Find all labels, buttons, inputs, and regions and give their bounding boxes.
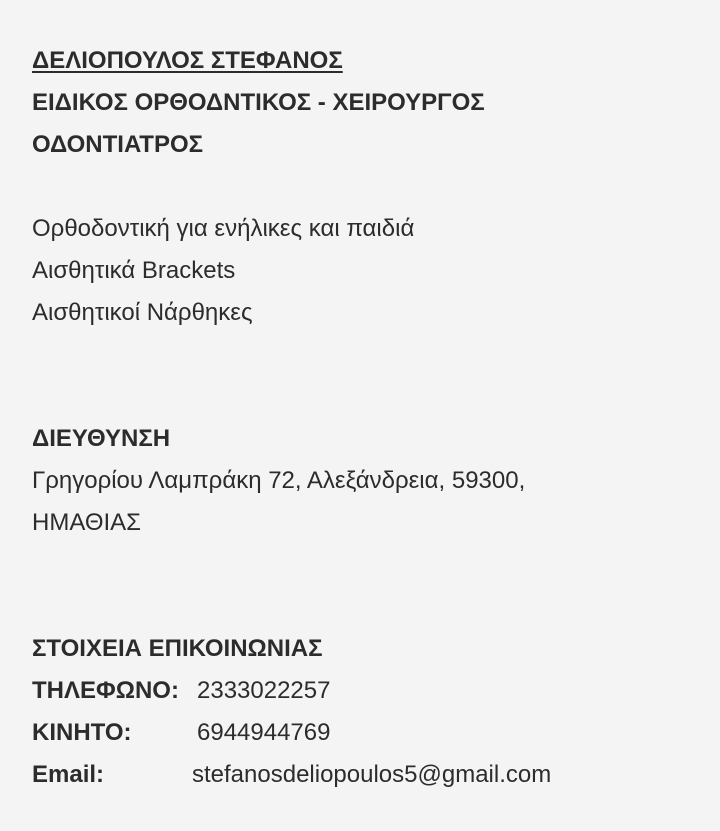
- doctor-name: ΔΕΛΙΟΠΟΥΛΟΣ ΣΤΕΦΑΝΟΣ: [32, 47, 343, 74]
- email-address[interactable]: stefanosdeliopoulos5@gmail.com: [192, 761, 552, 788]
- phone-number[interactable]: 2333022257: [197, 677, 331, 704]
- mobile-label: ΚΙΝΗΤΟ:: [32, 719, 132, 746]
- doctor-title-line-1: ΕΙΔΙΚΟΣ ΟΡΘΟΔΝΤΙΚΟΣ - ΧΕΙΡΟΥΡΓΟΣ: [32, 89, 485, 116]
- doctor-title-line-2: ΟΔΟΝΤΙΑΤΡΟΣ: [32, 131, 204, 158]
- service-item: Αισθητικά Brackets: [32, 257, 236, 284]
- service-item: Αισθητικοί Νάρθηκες: [32, 299, 253, 326]
- mobile-number[interactable]: 6944944769: [197, 719, 331, 746]
- phone-label: ΤΗΛΕΦΩΝΟ:: [32, 677, 179, 704]
- address-heading: ΔΙΕΥΘΥΝΣΗ: [32, 425, 171, 452]
- contact-heading: ΣΤΟΙΧΕΙΑ ΕΠΙΚΟΙΝΩΝΙΑΣ: [32, 635, 323, 662]
- address-line-2: ΗΜΑΘΙΑΣ: [32, 509, 142, 536]
- email-label: Email:: [32, 761, 105, 788]
- address-line-1: Γρηγορίου Λαμπράκη 72, Αλεξάνδρεια, 59300,: [32, 467, 526, 494]
- service-item: Ορθοδοντική για ενήλικες και παιδιά: [32, 215, 415, 242]
